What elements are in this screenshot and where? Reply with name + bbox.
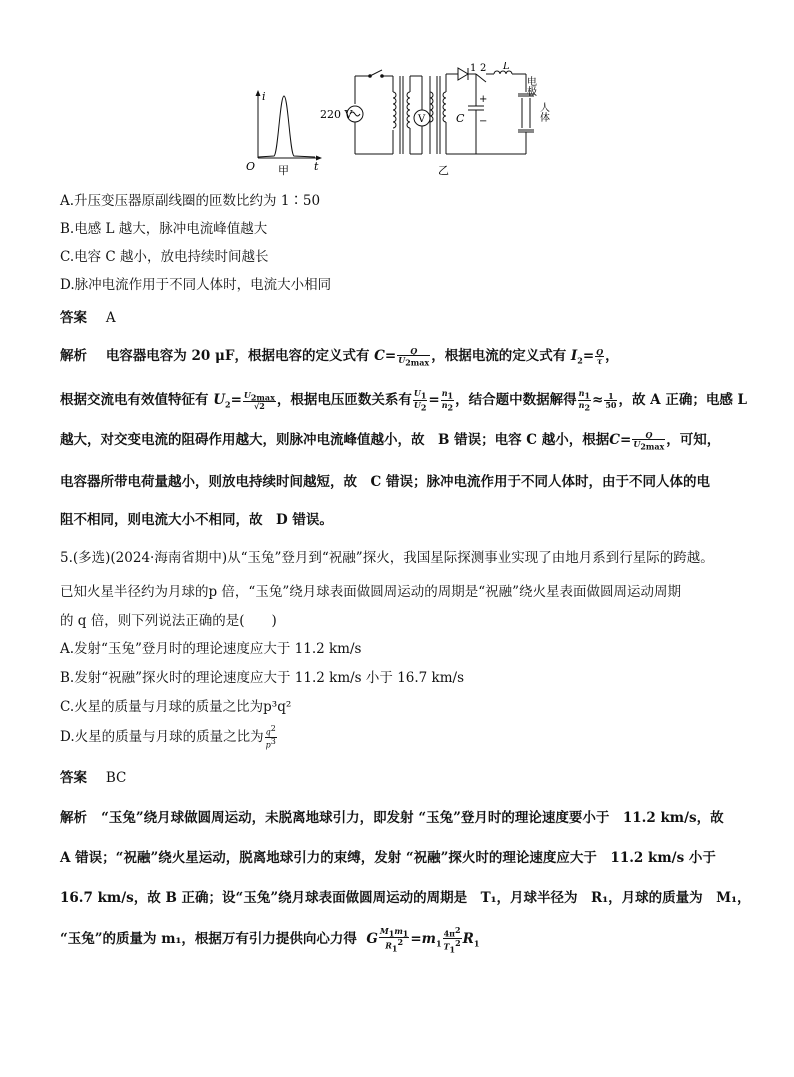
analysis-text: ，结合题中数据解得 (455, 392, 577, 408)
analysis-text: 电容器电容为 20 μF，根据电容的定义式有 (105, 348, 370, 364)
analysis-text: ，根据电压匝数关系有 (276, 392, 412, 408)
analysis-text: 根据交流电有效值特征有 (60, 392, 209, 408)
q5-stem-line3: 的 q 倍，则下列说法正确的是( ) (60, 613, 277, 629)
axis-t-label: t (314, 160, 319, 173)
q4-option-d: D.脉冲电流作用于不同人体时，电流大小相同 (60, 277, 332, 293)
q4-analysis-line5: 阻不相同，则电流大小不相同，故 D 错误。 (60, 512, 333, 528)
voltage-label: 220 V (320, 108, 353, 121)
q4-answer (60, 306, 116, 326)
axis-i-label: i (262, 90, 266, 103)
q4-analysis-line3: 越大，对交变电流的阻碍作用越大，则脉冲电流峰值越小，故 B 错误；电容 C 越小，根据C= $\frac{Q}{U_{2max}}$ ，可知， (60, 429, 721, 452)
q5-analysis-line3: 16.7 km/s，故 B 正确；设“玉兔”绕月球表面做圆周运动的周期是 T₁，月球半径为 R₁，月球的质量为 M₁， (60, 890, 751, 906)
option-d-text: D.火星的质量与月球的质量之比为 (60, 729, 264, 745)
q4-option-c: C.电容 C 越小，放电持续时间越长 (60, 249, 269, 265)
q5-analysis-line1 (60, 806, 724, 826)
figure-jia (240, 88, 325, 178)
answer-value: A (105, 310, 116, 326)
analysis-label: 解析 (60, 348, 87, 364)
origin-label: O (246, 160, 256, 173)
inductor-label: L (503, 62, 510, 72)
analysis-text: “玉兔”绕月球做圆周运动，未脱离地球引力，即发射 “玉兔”登月时的理论速度要小于 11.2 km/s，故 (101, 810, 724, 826)
plus-label: + (479, 94, 488, 105)
q5-option-d: D.火星的质量与月球的质量之比为 $\frac{q^2}{p^3}$ (60, 724, 276, 750)
answer-value: BC (105, 770, 127, 786)
q5-option-c: C.火星的质量与月球的质量之比为p³q² (60, 699, 292, 715)
q4-analysis-line1: 解析 电容器电容为 20 μF，根据电容的定义式有 C= $\frac{Q}{U_{2max}}$ ，根据电流的定义式有 $I_2=$ $\frac{Q}{\tau}$ ， (60, 345, 619, 368)
q4-option-b: B.电感 L 越大，脉冲电流峰值越大 (60, 221, 268, 237)
q5-stem-line2: 已知火星半径约为月球的p 倍，“玉兔”绕月球表面做圆周运动的周期是“祝融”绕火星表面做圆周运动周期 (60, 584, 682, 600)
figure-jia-caption: 甲 (278, 164, 289, 177)
q5-stem-line1: 5.(多选)(2024·海南省期中)从“玉兔”登月到“祝融”探火，我国星际探测事业实现了由地月系到行星际的跨越。 (60, 550, 714, 566)
analysis-text: “玉兔”的质量为 m₁，根据万有引力提供向心力得 (60, 930, 357, 947)
analysis-text: ，根据电流的定义式有 (431, 348, 567, 364)
figure-yi-caption: 乙 (438, 164, 449, 177)
q5-analysis-line4: “玉兔”的质量为 m₁，根据万有引力提供向心力得 G $\frac{M_1m_1}{R_1^2}$ $=m_1$ $\frac{4\pi^2}{T_1^2}$ $R_1$ (60, 925, 480, 954)
q4-option-a: A.升压变压器原副线圈的匝数比约为 1∶50 (60, 193, 321, 209)
q5-answer (60, 766, 126, 786)
figure-yi (318, 62, 558, 178)
analysis-text: ，故 A 正确；电感 L (618, 392, 748, 408)
node2-label: 2 (480, 63, 487, 74)
electrode-label: 电极 (524, 76, 536, 96)
analysis-text: 越大，对交变电流的阻碍作用越大，则脉冲电流峰值越小，故 B 错误；电容 C 越小，根据 (60, 432, 610, 448)
q5-analysis-line2: A 错误；“祝融”绕火星运动，脱离地球引力的束缚，发射 “祝融”探火时的理论速度应大于 11.2 km/s 小于 (60, 850, 716, 866)
analysis-text: ，可知， (666, 432, 721, 448)
analysis-label: 解析 (60, 810, 87, 826)
voltmeter-label: V (418, 114, 426, 125)
answer-label: 答案 (60, 310, 87, 326)
body-label: 人体 (537, 102, 549, 122)
node1-label: 1 (470, 63, 477, 74)
q4-analysis-line4: 电容器所带电荷量越小，则放电持续时间越短，故 C 错误；脉冲电流作用于不同人体时，由于不同人体的电 (60, 474, 710, 490)
answer-label: 答案 (60, 770, 87, 786)
q4-analysis-line2: 根据交流电有效值特征有 $U_2=$ $\frac{U_{2max}}{√2}$ ，根据电压匝数关系有 $\frac{U_1}{U_2}$ = $\frac{n_1}{n_2}$ ，结合题中数据解得 $\frac{n_1}{n_2}$ ≈ $\frac{1}{50}$ ，故 A 正确；电感 L (60, 388, 748, 413)
minus-label: − (479, 116, 488, 127)
q5-option-a: A.发射“玉兔”登月时的理论速度应大于 11.2 km/s (60, 641, 362, 657)
q5-option-b: B.发射“祝融”探火时的理论速度应大于 11.2 km/s 小于 16.7 km/s (60, 670, 465, 686)
capacitor-label: C (456, 112, 465, 125)
